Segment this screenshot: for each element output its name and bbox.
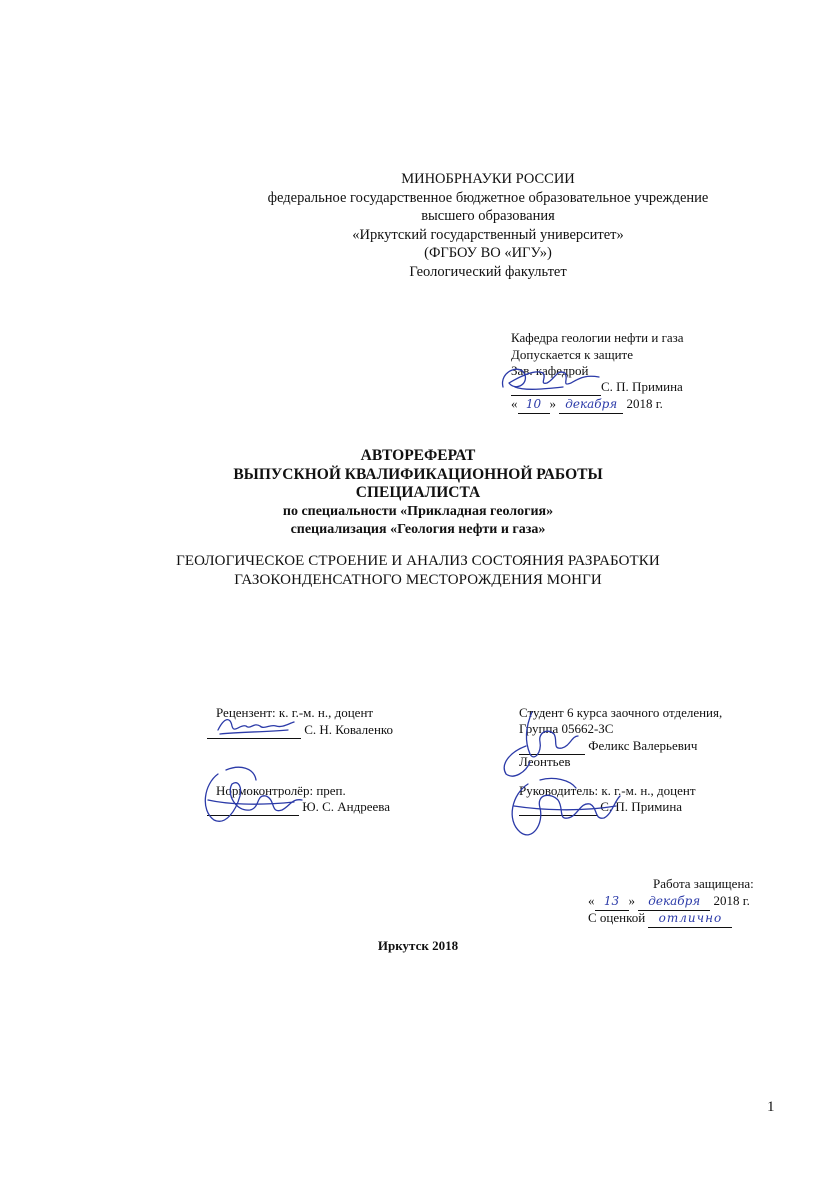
reviewer-signature xyxy=(214,712,296,738)
specialty-text: по специальности «Прикладная геология» xyxy=(282,503,554,519)
norm-control-name: Ю. С. Андреева xyxy=(302,799,391,814)
supervisor-signature xyxy=(500,772,622,848)
defense-day: 13 xyxy=(603,894,620,908)
ministry-name: МИНОБРНАУКИ РОССИИ xyxy=(401,171,575,187)
title-line-3: СПЕЦИАЛИСТА xyxy=(355,484,481,501)
university-abbreviation: (ФГБОУ ВО «ИГУ») xyxy=(424,245,552,262)
title-line-1: АВТОРЕФЕРАТ xyxy=(360,447,476,464)
institution-line-1: федеральное государственное бюджетное образовательное учреждение xyxy=(267,189,709,206)
department-name: Кафедра геологии нефти и газа xyxy=(511,330,684,345)
approval-year: 2018 г. xyxy=(626,396,663,411)
defense-grade xyxy=(588,909,732,928)
approval-date-open-quote: « xyxy=(511,396,518,411)
document-title xyxy=(0,447,836,540)
grade-label: С оценкой xyxy=(588,910,646,925)
university-name: «Иркутский государственный университет» xyxy=(352,226,624,243)
defense-label: Работа защищена: xyxy=(653,876,754,891)
faculty-name: Геологический факультет xyxy=(409,263,567,280)
defense-date-open-quote: « xyxy=(588,893,595,908)
title-line-2: ВЫПУСКНОЙ КВАЛИФИКАЦИОННОЙ РАБОТЫ xyxy=(233,465,603,483)
reviewer-name: С. Н. Коваленко xyxy=(304,722,394,737)
defense-year: 2018 г. xyxy=(713,893,750,908)
department-head-signature xyxy=(495,357,615,401)
topic-line-2: ГАЗОКОНДЕНСАТНОГО МЕСТОРОЖДЕНИЯ МОНГИ xyxy=(234,571,602,588)
student-course: Студент 6 курса заочного отделения, xyxy=(519,705,723,720)
admitted-text: Допускается к защите xyxy=(511,347,633,362)
document-header xyxy=(0,170,836,282)
defense-date-close-quote: » xyxy=(628,893,635,908)
grade-value: отлично xyxy=(658,911,723,925)
student-group: Группа 05662-ЗС xyxy=(519,721,614,736)
thesis-topic xyxy=(0,552,836,589)
student-name: Феликс Валерьевич xyxy=(588,738,698,753)
norm-control-signature xyxy=(196,760,308,832)
approval-month: декабря xyxy=(565,397,618,411)
topic-line-1: ГЕОЛОГИЧЕСКОЕ СТРОЕНИЕ И АНАЛИЗ СОСТОЯНИЯ РАЗРАБОТКИ xyxy=(176,553,660,569)
supervisor-label: Руководитель: к. г.-м. н., доцент xyxy=(519,783,696,798)
approval-date-close-quote: » xyxy=(549,396,556,411)
specialization-text: специализация «Геология нефти и газа» xyxy=(290,522,546,537)
page-number: 1 xyxy=(767,1099,775,1115)
defense-month: декабря xyxy=(648,894,701,908)
student-signature xyxy=(496,706,582,782)
institution-line-2: высшего образования xyxy=(421,208,555,225)
department-head-label: Зав. кафедрой xyxy=(511,363,589,378)
norm-control-label: Нормоконтролёр: преп. xyxy=(216,783,346,798)
department-head-name: С. П. Примина xyxy=(601,379,683,394)
city-year: Иркутск 2018 xyxy=(377,938,459,953)
approval-day: 10 xyxy=(525,397,542,411)
supervisor-name: С. П. Примина xyxy=(600,799,683,814)
student-surname: Леонтьев xyxy=(519,754,571,769)
reviewer-label: Рецензент: к. г.-м. н., доцент xyxy=(216,705,374,720)
